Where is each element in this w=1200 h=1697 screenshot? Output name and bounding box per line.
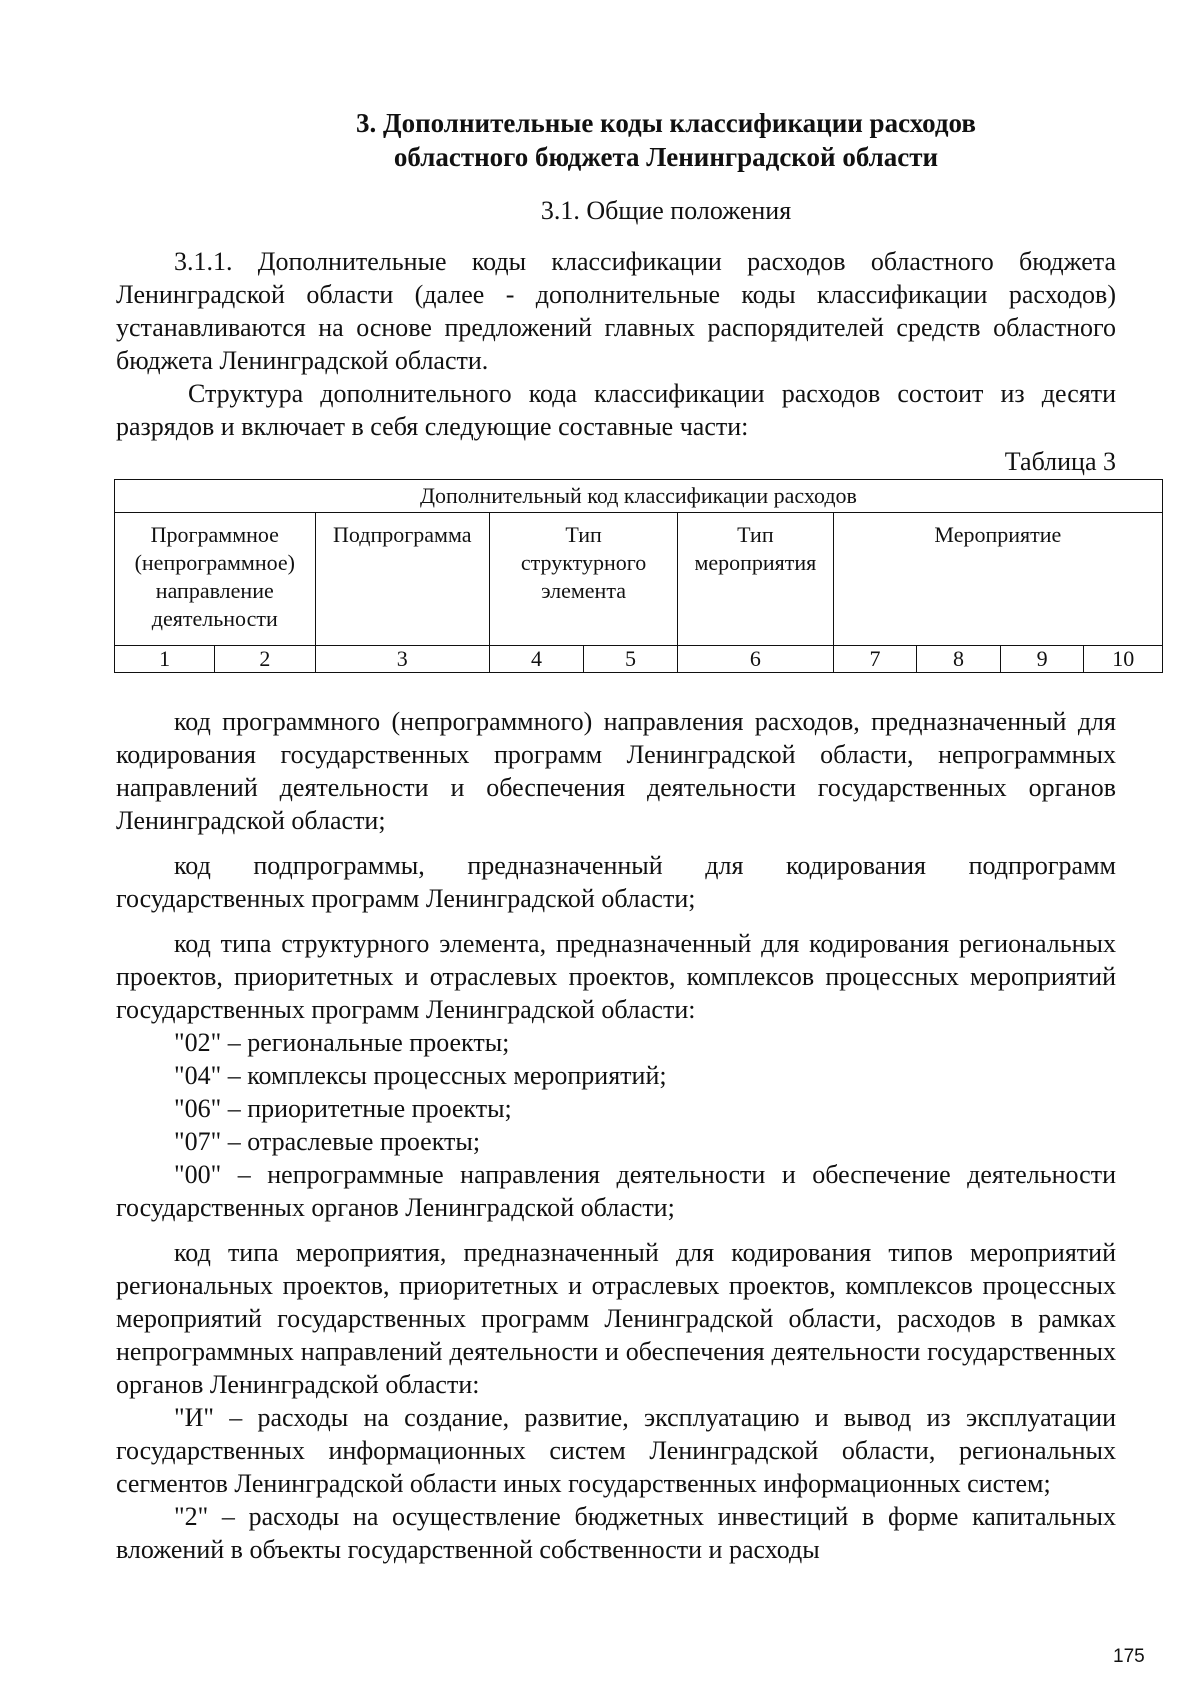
measure-type-code-paragraph: код типа мероприятия, предназначенный для кодирования типов мероприятий региональных проектов, приоритетных и отраслевых проектов, комплексов процессных мероприятий государственных программ Ленинградской области, расходов в рамках непрограммных направлений деятельности и обеспечения деятельности государственных органов Ленинградской области: (116, 1238, 1116, 1399)
subprogram-code-paragraph: код подпрограммы, предназначенный для кодирования подпрограмм государственных программ Ленинградской области; (116, 851, 1116, 913)
digit-cell: 3 (315, 646, 489, 673)
digit-cell: 5 (584, 646, 678, 673)
intro-paragraph: 3.1.1. Дополнительные коды классификации расходов областного бюджета Ленинградской области (далее - дополнительные коды классификации расходов) устанавливаются на основе предложений главных распорядителей средств областного бюджета Ленинградской области. (116, 247, 1116, 375)
list-item: "06" – приоритетные проекты; (174, 1094, 512, 1123)
column-structural-element-type: Тип структурного элемента (490, 513, 678, 646)
digit-cell: 4 (490, 646, 584, 673)
column-program-direction: Программное (непрограммное) направление деятельности (115, 513, 316, 646)
list-item: "04" – комплексы процессных мероприятий; (174, 1061, 667, 1090)
list-item: "00" – непрограммные направления деятельности и обеспечение деятельности государственных органов Ленинградской области; (116, 1160, 1116, 1222)
section-heading-line1: 3. Дополнительные коды классификации расходов (356, 108, 976, 138)
page-content (116, 106, 1135, 1566)
table-label: Таблица 3 (1004, 447, 1116, 476)
subsection-heading: 3.1. Общие положения (540, 196, 792, 225)
page-number: 175 (1113, 1646, 1145, 1667)
table-caption: Дополнительный код классификации расходов (115, 480, 1163, 513)
list-item: "02" – региональные проекты; (174, 1028, 510, 1057)
list-item: "07" – отраслевые проекты; (174, 1127, 481, 1156)
digit-cell: 10 (1084, 646, 1163, 673)
list-item: "И" – расходы на создание, развитие, эксплуатацию и вывод из эксплуатации государственных информационных систем Ленинградской области, региональных сегментов Ленинградской области иных государственных информационных систем; (116, 1403, 1116, 1498)
column-measure: Мероприятие (833, 513, 1162, 646)
structure-paragraph: Структура дополнительного кода классификации расходов состоит из десяти разрядов и включает в себя следующие составные части: (116, 379, 1116, 441)
digit-cell: 9 (1000, 646, 1084, 673)
section-heading (216, 106, 1116, 174)
digit-cell: 1 (115, 646, 215, 673)
column-subprogram: Подпрограмма (315, 513, 489, 646)
digit-cell: 6 (678, 646, 834, 673)
code-structure-table (114, 479, 1163, 673)
list-item: "2" – расходы на осуществление бюджетных инвестиций в форме капитальных вложений в объекты государственной собственности и расходы (116, 1502, 1116, 1564)
digit-cell: 7 (833, 646, 917, 673)
section-heading-line2: областного бюджета Ленинградской области (393, 142, 939, 172)
program-code-paragraph: код программного (непрограммного) направления расходов, предназначенный для кодирования государственных программ Ленинградской области, непрограммных направлений деятельности и обеспечения деятельности государственных органов Ленинградской области; (116, 707, 1116, 835)
column-measure-type: Тип мероприятия (678, 513, 834, 646)
structural-element-code-paragraph: код типа структурного элемента, предназначенный для кодирования региональных проектов, приоритетных и отраслевых проектов, комплексов процессных мероприятий государственных программ Ленинградской области: (116, 929, 1116, 1024)
digit-cell: 8 (917, 646, 1001, 673)
digit-cell: 2 (215, 646, 315, 673)
